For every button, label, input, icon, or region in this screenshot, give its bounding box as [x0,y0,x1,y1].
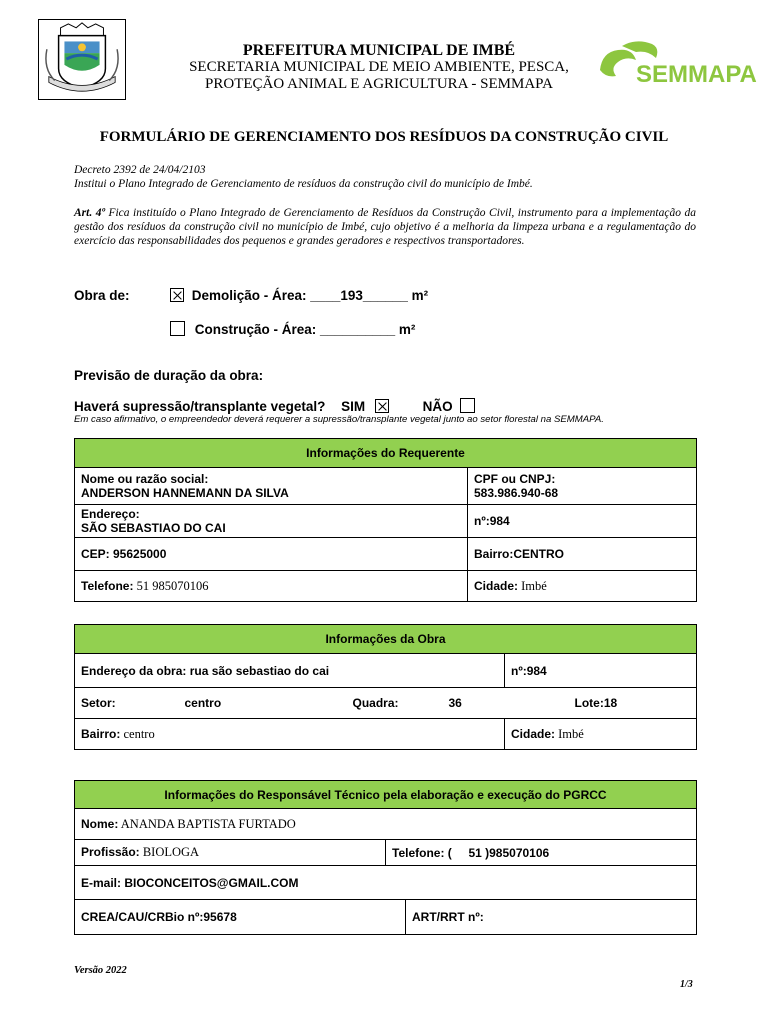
endereco-label: Endereço: [81,507,140,521]
setor-label: Setor: [81,696,116,710]
construcao-label: Construção - Área: __________ m² [194,322,416,337]
cidade-value: Imbé [518,578,547,593]
lote-cell[interactable] [505,688,697,719]
resp-nome-value: ANANDA BAPTISTA FURTADO [118,816,296,831]
sim-label: SIM [341,399,366,414]
art-value: ART/RRT nº: [412,910,484,924]
org-name: PREFEITURA MUNICIPAL DE IMBÉ [242,42,516,59]
duracao-label: Previsão de duração da obra: [74,368,264,383]
requerente-table [74,438,697,602]
obra-endereco-value: Endereço da obra: rua são sebastiao do cai [81,663,330,678]
profissao-label: Profissão: [81,845,140,859]
construcao-row [170,321,415,337]
quadra-label-cell [313,688,411,719]
numero-value: nº:984 [474,514,510,528]
requerente-heading: Informações do Requerente [75,439,697,468]
cpf-value: 583.986.940-68 [474,486,559,500]
municipal-crest-logo [38,19,126,100]
secretariat-line-1: SECRETARIA MUNICIPAL DE MEIO AMBIENTE, PESCA, [189,59,569,75]
resp-nome-label: Nome: [81,816,119,831]
decree-line-1: Decreto 2392 de 24/04/2103 [74,164,206,176]
numero-cell[interactable] [468,505,697,538]
form-title: FORMULÁRIO DE GERENCIAMENTO DOS RESÍDUOS DA CONSTRUÇÃO CIVIL [99,129,669,145]
article-4-text [74,206,696,248]
telefone-cell[interactable] [75,571,468,602]
email-cell[interactable] [75,866,697,900]
obra-endereco-cell[interactable] [75,654,505,688]
nome-cell[interactable] [75,468,468,505]
footer-version: Versão 2022 [74,965,127,976]
demolicao-row [170,288,428,303]
obra-info-table [74,624,697,750]
nome-label: Nome ou razão social: [81,472,209,486]
profissao-value: BIOLOGA [139,845,200,859]
article-label: Art. 4º [74,207,105,219]
resp-telefone-value: Telefone: ( 51 )985070106 [392,845,550,860]
profissao-cell[interactable] [75,840,386,866]
cep-value: CEP: 95625000 [81,547,167,561]
obra-cidade-label: Cidade: [511,726,556,741]
obra-bairro-label: Bairro: [81,726,121,741]
supressao-note: Em caso afirmativo, o empreendedor deverá requerer a supressão/transplante vegetal junto ao setor florestal na SEMMAPA. [74,414,604,425]
obra-info-heading: Informações da Obra [75,625,697,654]
resp-telefone-cell[interactable] [386,840,697,866]
email-value: E-mail: BIOCONCEITOS@GMAIL.COM [81,875,299,890]
demolicao-checkbox[interactable] [170,288,184,302]
crea-cell[interactable] [75,900,406,935]
setor-value: centro [184,696,222,710]
bairro-value: Bairro:CENTRO [474,547,565,561]
crea-value: CREA/CAU/CRBio nº:95678 [81,910,237,924]
decree-line-2: Institui o Plano Integrado de Gerenciamento de resíduos da construção civil do município de Imbé. [74,178,533,190]
supressao-row [74,398,475,414]
obra-numero-value: nº:984 [511,663,547,678]
nome-value: ANDERSON HANNEMANN DA SILVA [81,486,289,500]
lote-value: Lote:18 [574,696,618,710]
obra-bairro-value: centro [120,726,155,741]
demolicao-label: Demolição - Área: ____193______ m² [191,288,429,303]
setor-label-cell [75,688,163,719]
telefone-value: 51 985070106 [133,578,209,593]
sim-checkbox[interactable] [375,399,389,413]
supressao-question: Haverá supressão/transplante vegetal? [74,399,326,414]
telefone-label: Telefone: [81,578,134,593]
footer-page-number: 1/3 [680,979,693,990]
obra-label: Obra de: [74,288,130,303]
obra-bairro-cell[interactable] [75,719,505,750]
nao-checkbox[interactable] [460,398,475,413]
responsavel-table [74,780,697,935]
obra-numero-cell[interactable] [505,654,697,688]
responsavel-heading: Informações do Responsável Técnico pela elaboração e execução do PGRCC [75,781,697,809]
decree-block [74,163,696,191]
resp-nome-cell[interactable] [75,809,697,840]
header-block [140,42,618,93]
quadra-value: 36 [448,696,462,710]
semmapa-logo [596,38,757,88]
cpf-cell[interactable] [468,468,697,505]
quadra-label: Quadra: [352,696,399,710]
cpf-label: CPF ou CNPJ: [474,472,556,486]
setor-value-cell[interactable] [163,688,313,719]
cep-cell[interactable] [75,538,468,571]
art-cell[interactable] [406,900,697,935]
article-body: Fica instituído o Plano Integrado de Gerenciamento de Resíduos da Construção Civil, instrumento para a implementação da gestão dos resíduos da construção civil no município de Imbé, cujo objetivo é a melhoria da limpeza urbana e a regulamentação do exercício das responsabilidades dos pequenos e grandes geradores e respectivos transportadores. [74,207,696,247]
bairro-cell[interactable] [468,538,697,571]
obra-cidade-value: Imbé [555,726,584,741]
obra-cidade-cell[interactable] [505,719,697,750]
cidade-label: Cidade: [474,578,519,593]
quadra-value-cell[interactable] [411,688,505,719]
semmapa-logo-text: SEMMAPA [636,61,757,88]
nao-label: NÃO [422,399,453,414]
secretariat-line-2: PROTEÇÃO ANIMAL E AGRICULTURA - SEMMAPA [205,76,553,92]
endereco-cell[interactable] [75,505,468,538]
endereco-value: SÃO SEBASTIAO DO CAI [81,521,226,535]
construcao-checkbox[interactable] [170,321,185,336]
cidade-cell[interactable] [468,571,697,602]
